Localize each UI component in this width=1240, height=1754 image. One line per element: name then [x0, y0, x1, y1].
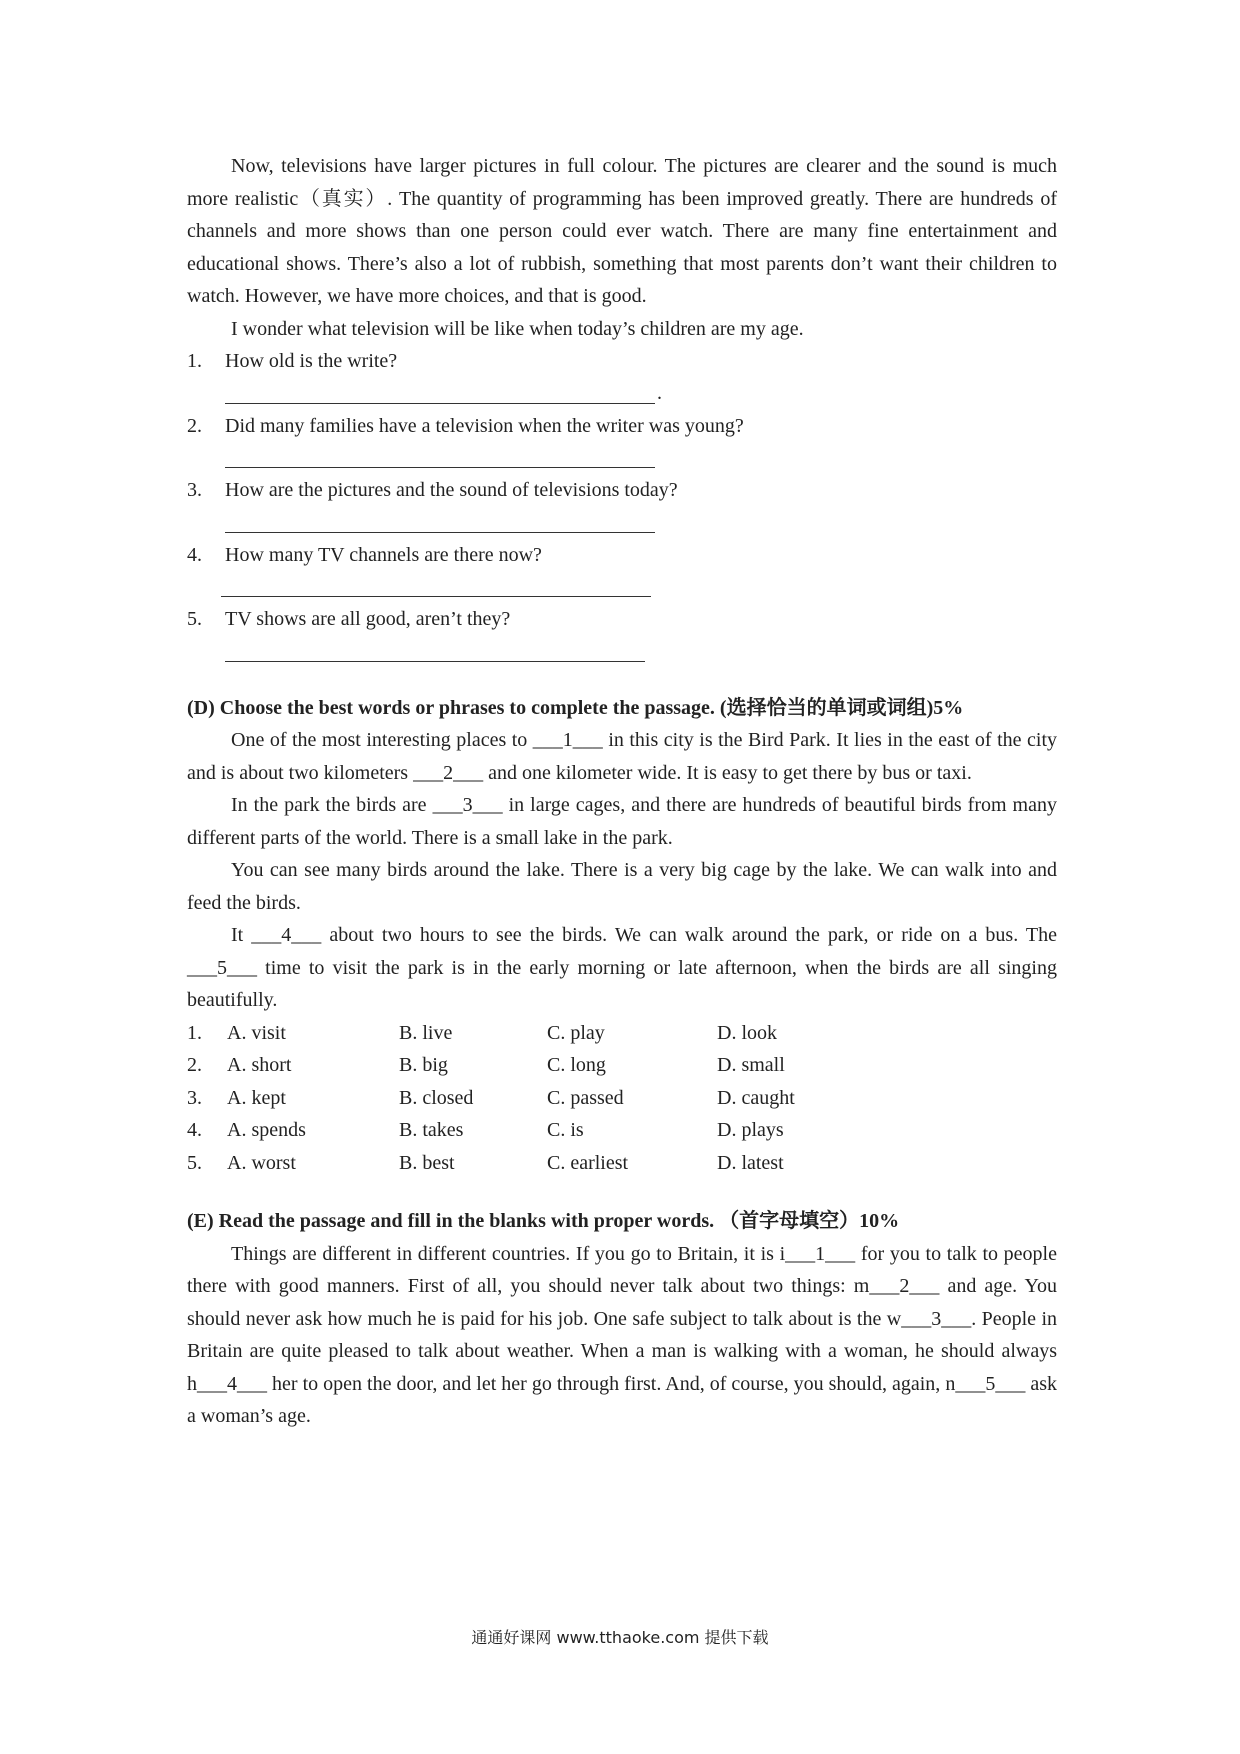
passage-paragraph: Now, televisions have larger pictures in full colour. The pictures are clearer and the sound is much more realistic（真实）. The quantity of programming has been improved greatly. There are hundreds of channels and more shows than one person could ever watch. There are many fine entertainment and educational shows. There’s also a lot of rubbish, something that most parents don’t want their children to watch. However, we have more choices, and that is good.	[187, 155, 1057, 307]
option-d[interactable]: D. latest	[717, 1151, 784, 1174]
question-number: 2.	[187, 414, 202, 437]
passage-paragraph: In the park the birds are ___3___ in large cages, and there are hundreds of beautiful birds from many different parts of the world. There is a small lake in the park.	[187, 794, 1057, 849]
question-text: How are the pictures and the sound of televisions today?	[225, 479, 678, 501]
passage-paragraph: One of the most interesting places to ___1___ in this city is the Bird Park. It lies in the east of the city and is about two kilometers ___2___ and one kilometer wide. It is easy to get there by bus or taxi.	[187, 729, 1057, 784]
option-b[interactable]: B. takes	[399, 1119, 464, 1141]
question-list	[187, 345, 1057, 668]
options-row	[187, 1049, 1057, 1082]
options-row	[187, 1082, 1057, 1115]
option-a[interactable]: A. short	[227, 1054, 292, 1076]
question-number: 4.	[187, 543, 202, 566]
option-number: 2.	[187, 1054, 202, 1076]
question-number: 1.	[187, 350, 202, 372]
answer-line[interactable]	[187, 636, 1057, 668]
question-item	[187, 410, 1057, 443]
question-item	[187, 474, 1057, 507]
option-d[interactable]: D. look	[717, 1021, 777, 1044]
question-text: How old is the write?	[225, 350, 398, 372]
options-table	[187, 1017, 1057, 1180]
answer-line[interactable]	[187, 442, 1057, 474]
answer-underline	[225, 403, 655, 404]
option-b[interactable]: B. best	[399, 1151, 455, 1174]
passage-paragraph: I wonder what television will be like when today’s children are my age.	[231, 317, 804, 340]
answer-underline	[225, 661, 645, 662]
option-number: 1.	[187, 1021, 202, 1044]
question-number: 3.	[187, 479, 202, 501]
option-b[interactable]: B. closed	[399, 1086, 474, 1109]
option-d[interactable]: D. plays	[717, 1119, 784, 1141]
question-item	[187, 603, 1057, 636]
question-number: 5.	[187, 608, 202, 630]
passage-paragraph: Things are different in different countries. If you go to Britain, it is i___1___ for you to talk to people there with good manners. First of all, you should never talk about two things: m___2___ and age. You should never ask how much he is paid for his job. One safe subject to talk about is the w___3___. People in Britain are quite pleased to talk about weather. When a man is walking with a woman, he should always h___4___ her to open the door, and let her go through first. And, of course, you should, again, n___5___ ask a woman’s age.	[187, 1242, 1057, 1427]
option-a[interactable]: A. worst	[227, 1151, 296, 1174]
option-number: 3.	[187, 1086, 202, 1109]
section-e-heading: (E) Read the passage and fill in the blanks with proper words. （首字母填空）10%	[187, 1210, 900, 1232]
option-number: 5.	[187, 1151, 202, 1174]
option-d[interactable]: D. caught	[717, 1086, 795, 1109]
question-text: Did many families have a television when the writer was young?	[225, 414, 744, 437]
answer-underline	[225, 467, 655, 468]
option-c[interactable]: C. play	[547, 1021, 605, 1044]
option-c[interactable]: C. is	[547, 1119, 584, 1141]
question-item	[187, 539, 1057, 572]
options-row	[187, 1147, 1057, 1180]
answer-line[interactable]	[187, 378, 1057, 410]
passage-paragraph: You can see many birds around the lake. There is a very big cage by the lake. We can walk into and feed the birds.	[187, 859, 1057, 914]
answer-underline	[225, 532, 655, 533]
answer-underline	[221, 596, 651, 597]
answer-line[interactable]	[187, 571, 1057, 603]
option-a[interactable]: A. spends	[227, 1119, 306, 1141]
page-footer: 通通好课网 www.tthaoke.com 提供下载	[471, 1628, 769, 1647]
page-content	[187, 150, 1057, 1433]
question-item	[187, 345, 1057, 378]
option-b[interactable]: B. live	[399, 1021, 453, 1044]
option-c[interactable]: C. earliest	[547, 1151, 629, 1174]
options-row	[187, 1114, 1057, 1147]
section-d-heading: (D) Choose the best words or phrases to complete the passage. (选择恰当的单词或词组)5%	[187, 696, 964, 719]
answer-line[interactable]	[187, 507, 1057, 539]
options-row	[187, 1017, 1057, 1050]
option-number: 4.	[187, 1119, 202, 1141]
option-c[interactable]: C. passed	[547, 1086, 624, 1109]
passage-paragraph: It ___4___ about two hours to see the birds. We can walk around the park, or ride on a bus. The ___5___ time to visit the park is in the early morning or late afternoon, when the birds are all singing beautifully.	[187, 924, 1057, 1011]
option-a[interactable]: A. kept	[227, 1086, 286, 1109]
question-text: How many TV channels are there now?	[225, 543, 542, 566]
option-d[interactable]: D. small	[717, 1054, 785, 1076]
option-c[interactable]: C. long	[547, 1054, 606, 1076]
question-text: TV shows are all good, aren’t they?	[225, 608, 511, 630]
answer-line-suffix: .	[657, 382, 662, 404]
option-b[interactable]: B. big	[399, 1054, 448, 1076]
option-a[interactable]: A. visit	[227, 1021, 286, 1044]
